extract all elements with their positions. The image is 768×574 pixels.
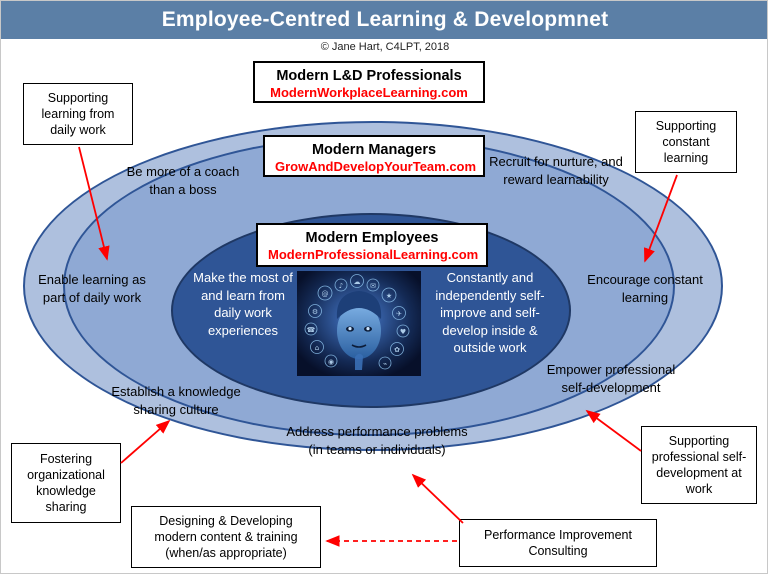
callout-supporting-learning-daily-work: Supporting learning from daily work (23, 83, 133, 145)
label-coach-not-boss: Be more of a coach than a boss (126, 164, 240, 197)
svg-text:@: @ (321, 290, 329, 298)
arrow-supporting-prof-to-empower (587, 411, 641, 451)
title-bar (1, 1, 768, 39)
svg-text:✿: ✿ (394, 346, 400, 354)
callout-performance-improvement-consulting: Performance Improvement Consulting (459, 519, 657, 567)
label-encourage-constant-learning: Encourage constant learning (587, 272, 703, 305)
label-address-performance-problems: Address performance problems (in teams or individuals) (286, 424, 468, 457)
ld-professionals-heading: Modern L&D Professionals (276, 68, 462, 84)
svg-text:✉: ✉ (370, 282, 376, 290)
center-illustration (297, 271, 421, 376)
copyright-notice: © Jane Hart, C4LPT, 2018 (320, 41, 450, 53)
label-constantly-self-improve: Constantly and independently self-improve and self-develop inside & outside work (435, 270, 545, 356)
ld-professionals-box (253, 61, 485, 103)
svg-text:☎: ☎ (306, 326, 316, 334)
employees-box (256, 223, 488, 267)
page-title: Employee-Centred Learning & Developmnet (161, 8, 609, 31)
label-make-the-most: Make the most of and learn from daily work experiences (193, 270, 293, 338)
callout-supporting-constant-learning: Supporting constant learning (635, 111, 737, 173)
label-establish-knowledge-sharing: Establish a knowledge sharing culture (111, 384, 241, 417)
svg-text:★: ★ (385, 292, 393, 300)
label-enable-learning-daily-work: Enable learning as part of daily work (38, 272, 146, 305)
managers-heading: Modern Managers (311, 142, 437, 158)
svg-text:⚙: ⚙ (311, 308, 319, 316)
label-empower-self-development: Empower professional self-development (546, 362, 676, 395)
svg-text:⌂: ⌂ (314, 344, 320, 352)
callout-supporting-professional-self-development: Supporting professional self-development at work (641, 426, 757, 504)
svg-text:⌁: ⌁ (382, 360, 388, 368)
employees-url[interactable]: ModernProfessionalLearning.com (268, 247, 479, 263)
arrow-performance-to-address (413, 475, 463, 523)
callout-designing-developing-content: Designing & Developing modern content & training (when/as appropriate) (131, 506, 321, 568)
managers-url[interactable]: GrowAndDevelopYourTeam.com (275, 159, 477, 175)
svg-text:♪: ♪ (338, 282, 344, 290)
managers-box (263, 135, 485, 177)
svg-text:✈: ✈ (396, 310, 402, 318)
svg-text:☁: ☁ (353, 278, 361, 286)
svg-text:♥: ♥ (399, 328, 407, 336)
arrow-fostering-to-establish (121, 421, 169, 463)
callout-fostering-organizational-knowledge-sharing: Fostering organizational knowledge sharing (11, 443, 121, 523)
employees-heading: Modern Employees (305, 230, 439, 246)
label-recruit-learnability: Recruit for nurture, and reward learnability (489, 154, 623, 187)
ld-professionals-url[interactable]: ModernWorkplaceLearning.com (270, 85, 468, 101)
svg-text:◉: ◉ (327, 358, 335, 366)
